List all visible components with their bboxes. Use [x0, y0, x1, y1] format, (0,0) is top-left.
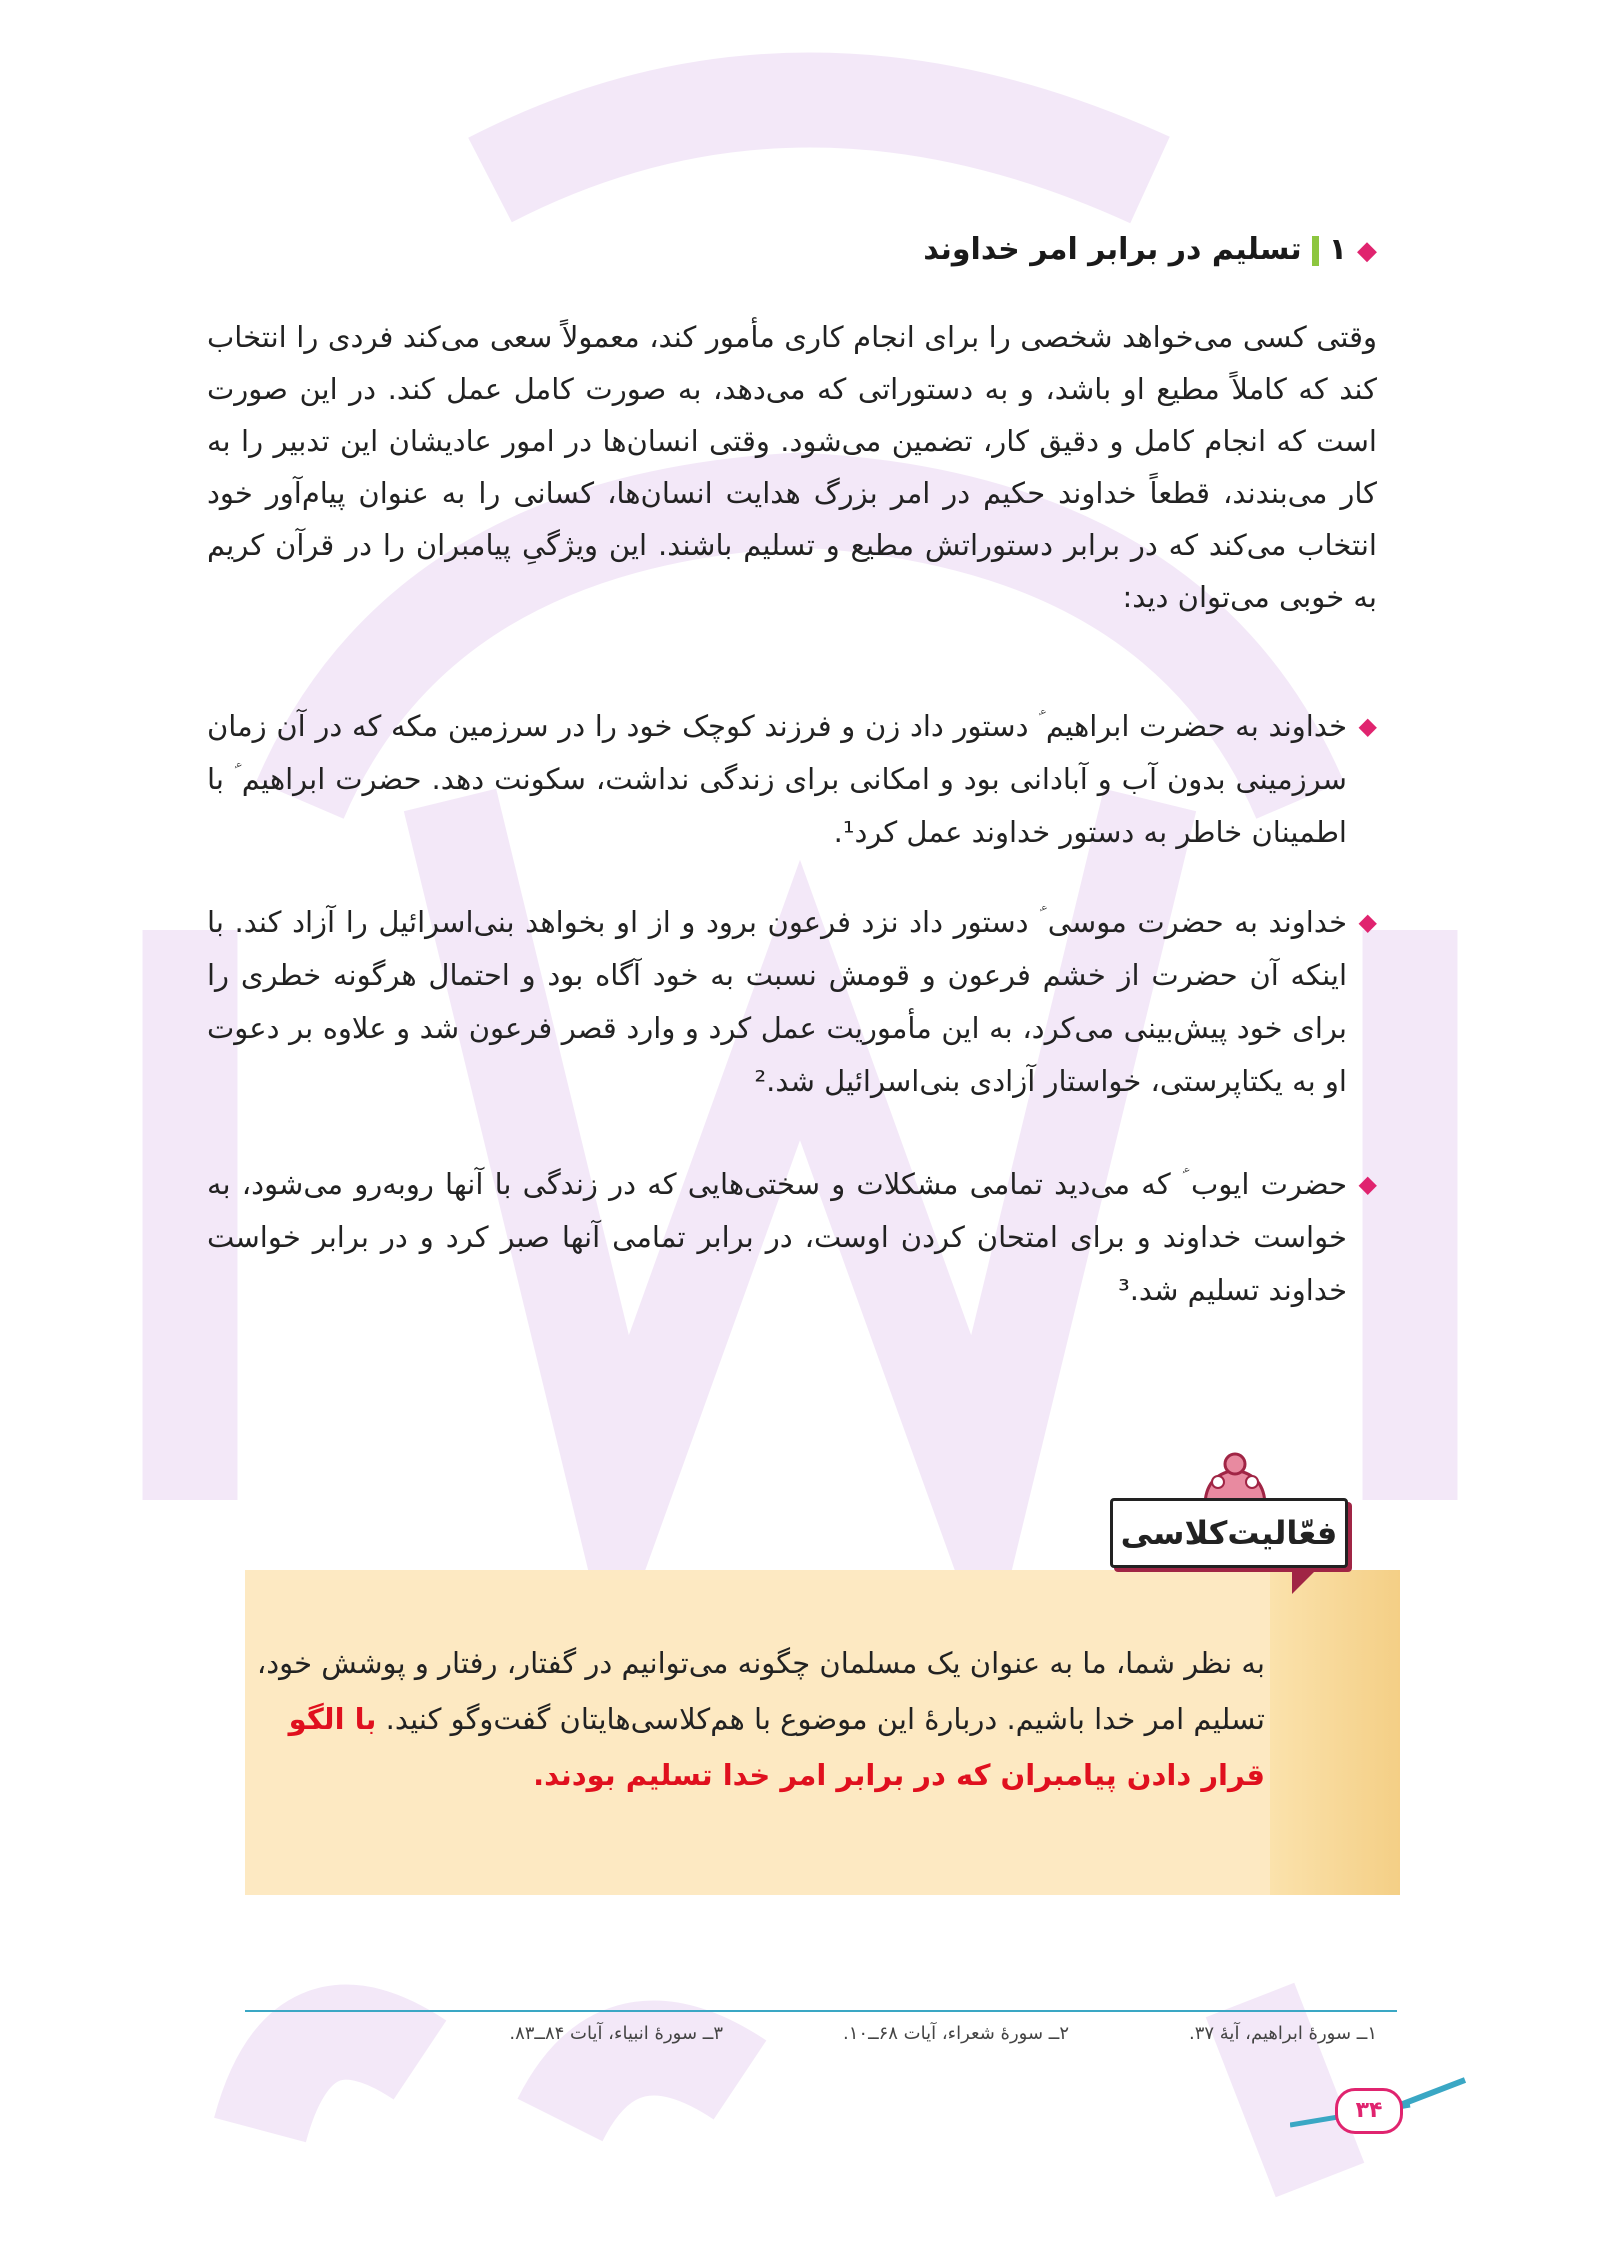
- bullet-item-ibrahim: [207, 700, 1377, 896]
- section-title-text: تسلیم در برابر امر خداوند: [923, 232, 1302, 267]
- footnote-2: ۲ــ سورۀ شعراء، آیات ۶۸ــ۱۰.: [842, 2023, 1069, 2044]
- activity-question: به نظر شما، ما به عنوان یک مسلمان چگونه می‌توانیم در گفتار، رفتار و پوشش خود، تسلیم امر خدا باشیم. دربارۀ این موضوع با هم‌کلاسی‌هایتان گفت‌وگو کنید.: [256, 1646, 1265, 1736]
- diamond-bullet-icon: ◆: [1358, 712, 1377, 740]
- diamond-bullet-icon: ◆: [1358, 908, 1377, 936]
- bullet-text: خداوند به حضرت ابراهیم ؑ دستور داد زن و فرزند کوچک خود را در سرزمین مکه که در آن زمان سرزمینی بدون آب و آبادانی بود و امکانی برای زندگی نداشت، سکونت دهد. حضرت ابراهیم ؑ با اطمینان خاطر به دستور خداوند عمل کرد¹.: [207, 709, 1347, 849]
- bullet-item-ayyub: [207, 1158, 1377, 1317]
- diamond-bullet-icon: ◆: [1358, 1170, 1377, 1198]
- page-number: ۳۴: [1335, 2088, 1403, 2134]
- bullet-list: [207, 700, 1377, 1317]
- activity-text: [255, 1635, 1265, 1803]
- badge-fold: [1292, 1568, 1318, 1594]
- footnote-1: ۱ــ سورۀ ابراهیم، آیۀ ۳۷.: [1188, 2023, 1377, 2044]
- footnotes: [225, 2023, 1377, 2044]
- bullet-text: حضرت ایوب ؑ که می‌دید تمامی مشکلات و سختی‌هایی که در زندگی با آنها روبه‌رو می‌شود، به خواست خداوند و برای امتحان کردن اوست، در برابر تمامی آنها صبر کرد و در برابر خواست خداوند تسلیم شد.³: [207, 1167, 1347, 1307]
- diamond-bullet-icon: ◆: [1357, 236, 1377, 266]
- intro-paragraph: وقتی کسی می‌خواهد شخصی را برای انجام کاری مأمور کند، معمولاً سعی می‌کند فردی را انتخاب کند که کاملاً مطیع او باشد، و به دستوراتی که می‌دهد، به صورت کامل عمل کند. در این صورت است که انجام کامل و دقیق کار، تضمین می‌شود. وقتی انسان‌ها در امور عادیشان این تدبیر را به کار می‌بندند، قطعاً خداوند حکیم در امر بزرگ هدایت انسان‌ها، کسانی را به عنوان پیام‌آور خود انتخاب می‌کند که در برابر دستوراتش مطیع و تسلیم باشند. این ویژگیِ پیامبران را در قرآن کریم به خوبی می‌توان دید:: [207, 320, 1377, 614]
- footnote-rule: [245, 2010, 1397, 2012]
- activity-badge: فعّالیت‌کلاسی: [1110, 1498, 1348, 1568]
- footnote-3: ۳ــ سورۀ انبیاء، آیات ۸۴ــ۸۳.: [509, 2023, 723, 2044]
- section-title: [777, 228, 1377, 273]
- activity-answer: با الگو قرار دادن پیامبران که در برابر امر خدا تسلیم بودند.: [288, 1702, 1265, 1792]
- bullet-text: خداوند به حضرت موسی ؑ دستور داد نزد فرعون برود و از او بخواهد بنی‌اسرائیل را آزاد کند. با اینکه آن حضرت از خشم فرعون و قومش نسبت به خود آگاه بود و احتمال هرگونه خطری را برای خود پیش‌بینی می‌کرد، به این مأموریت عمل کرد و وارد قصر فرعون شد و علاوه بر دعوت او به یکتاپرستی، خواستار آزادی بنی‌اسرائیل شد.²: [207, 905, 1347, 1098]
- activity-box-side: [1270, 1570, 1400, 1895]
- bullet-item-musa: [207, 896, 1377, 1158]
- section-number: ۱: [1328, 232, 1347, 267]
- section-bar: [1312, 236, 1319, 266]
